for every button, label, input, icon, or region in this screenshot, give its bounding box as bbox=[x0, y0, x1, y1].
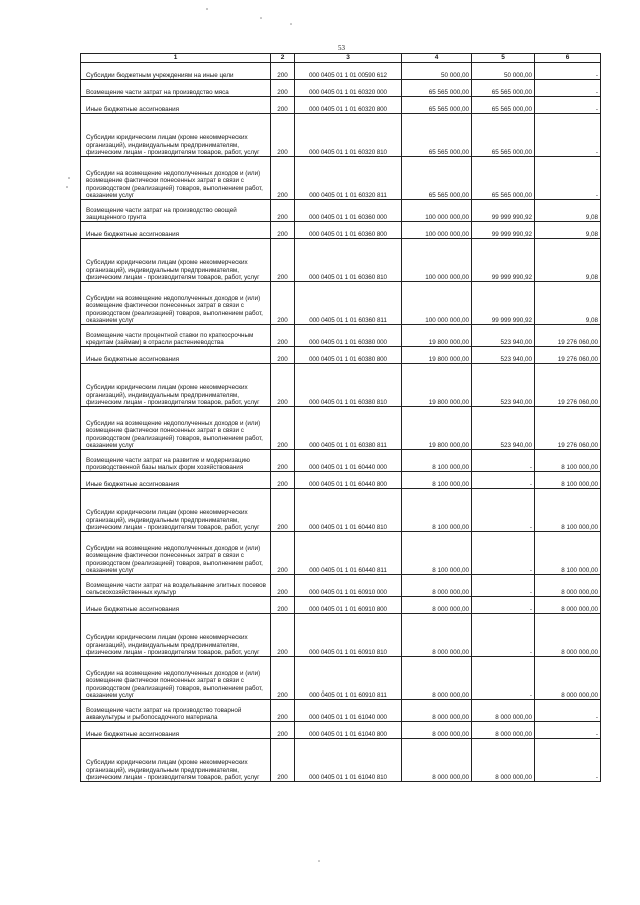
row-approved-cell: 65 565 000,00 bbox=[402, 157, 472, 200]
table-row bbox=[81, 407, 601, 450]
row-approved-cell: 19 800 000,00 bbox=[402, 364, 472, 407]
table-row bbox=[81, 200, 601, 222]
row-name-cell bbox=[81, 239, 271, 282]
row-name-text: Субсидии юридическим лицам (кроме некоммерческих организаций), индивидуальным предпринимателям, физическим лицам - производителям товаров, работ, услуг bbox=[86, 509, 260, 531]
row-budget-code-cell: 000 0405 01 1 01 60380 800 bbox=[295, 347, 402, 364]
row-unexecuted-cell: 8 100 000,00 bbox=[535, 472, 601, 489]
row-name-cell bbox=[81, 597, 271, 614]
row-approved-cell: 8 100 000,00 bbox=[402, 450, 472, 472]
row-executed-cell: - bbox=[472, 597, 535, 614]
row-unexecuted-cell: 8 000 000,00 bbox=[535, 657, 601, 700]
scan-speck bbox=[206, 8, 208, 10]
row-name-cell bbox=[81, 614, 271, 657]
column-header-budget-code: 3 bbox=[295, 54, 402, 63]
row-unexecuted-cell: 9,08 bbox=[535, 282, 601, 325]
row-name-text: Иные бюджетные ассигнования bbox=[86, 730, 180, 738]
row-budget-code-cell: 000 0405 01 1 01 60910 811 bbox=[295, 657, 402, 700]
row-line-code-cell: 200 bbox=[271, 597, 295, 614]
table-row bbox=[81, 450, 601, 472]
row-approved-cell: 8 000 000,00 bbox=[402, 657, 472, 700]
table-row bbox=[81, 80, 601, 97]
row-budget-code-cell: 000 0405 01 1 01 60910 000 bbox=[295, 575, 402, 597]
row-name-text: Субсидии юридическим лицам (кроме некоммерческих организаций), индивидуальным предпринимателям, физическим лицам - производителям товаров, работ, услуг bbox=[86, 384, 260, 406]
row-name-text: Иные бюджетные ассигнования bbox=[86, 105, 180, 113]
row-line-code-cell: 200 bbox=[271, 614, 295, 657]
budget-report-table bbox=[80, 53, 601, 782]
row-approved-cell: 8 000 000,00 bbox=[402, 700, 472, 722]
row-approved-cell: 8 100 000,00 bbox=[402, 472, 472, 489]
row-executed-cell: 65 565 000,00 bbox=[472, 80, 535, 97]
row-approved-cell: 8 000 000,00 bbox=[402, 739, 472, 782]
row-unexecuted-cell: 8 100 000,00 bbox=[535, 489, 601, 532]
row-approved-cell: 19 800 000,00 bbox=[402, 347, 472, 364]
row-name-text: Субсидии юридическим лицам (кроме некоммерческих организаций), индивидуальным предпринимателям, физическим лицам - производителям товаров, работ, услуг bbox=[86, 134, 260, 156]
row-budget-code-cell: 000 0405 01 1 01 60380 811 bbox=[295, 407, 402, 450]
row-approved-cell: 8 100 000,00 bbox=[402, 532, 472, 575]
row-executed-cell: 523 940,00 bbox=[472, 347, 535, 364]
row-unexecuted-cell: - bbox=[535, 97, 601, 114]
row-unexecuted-cell: 8 000 000,00 bbox=[535, 614, 601, 657]
row-unexecuted-cell: - bbox=[535, 114, 601, 157]
row-approved-cell: 100 000 000,00 bbox=[402, 282, 472, 325]
row-executed-cell: 65 565 000,00 bbox=[472, 97, 535, 114]
column-header-approved: 4 bbox=[402, 54, 472, 63]
row-name-text: Субсидии юридическим лицам (кроме некоммерческих организаций), индивидуальным предпринимателям, физическим лицам - производителям товаров, работ, услуг bbox=[86, 759, 260, 781]
row-line-code-cell: 200 bbox=[271, 450, 295, 472]
table-row bbox=[81, 575, 601, 597]
row-name-cell bbox=[81, 739, 271, 782]
row-unexecuted-cell: 19 276 060,00 bbox=[535, 325, 601, 347]
row-name-text: Возмещение части затрат на производство мяса bbox=[86, 88, 229, 96]
row-budget-code-cell: 000 0405 01 1 01 60380 810 bbox=[295, 364, 402, 407]
row-unexecuted-cell: 19 276 060,00 bbox=[535, 364, 601, 407]
row-name-text: Субсидии юридическим лицам (кроме некоммерческих организаций), индивидуальным предпринимателям, физическим лицам - производителям товаров, работ, услуг bbox=[86, 259, 260, 281]
row-line-code-cell: 200 bbox=[271, 657, 295, 700]
scan-speck bbox=[68, 177, 70, 179]
row-name-cell bbox=[81, 347, 271, 364]
row-name-text: Иные бюджетные ассигнования bbox=[86, 480, 180, 488]
page-number: 53 bbox=[338, 44, 345, 52]
row-budget-code-cell: 000 0405 01 1 01 61040 810 bbox=[295, 739, 402, 782]
row-name-cell bbox=[81, 80, 271, 97]
row-budget-code-cell: 000 0405 01 1 01 61040 000 bbox=[295, 700, 402, 722]
row-executed-cell: 65 565 000,00 bbox=[472, 114, 535, 157]
row-unexecuted-cell: - bbox=[535, 63, 601, 80]
row-approved-cell: 8 000 000,00 bbox=[402, 575, 472, 597]
row-unexecuted-cell: - bbox=[535, 700, 601, 722]
row-name-cell bbox=[81, 200, 271, 222]
row-executed-cell: 8 000 000,00 bbox=[472, 722, 535, 739]
row-line-code-cell: 200 bbox=[271, 489, 295, 532]
row-line-code-cell: 200 bbox=[271, 157, 295, 200]
row-name-cell bbox=[81, 97, 271, 114]
row-approved-cell: 100 000 000,00 bbox=[402, 200, 472, 222]
row-name-text: Субсидии на возмещение недополученных доходов и (или) возмещение фактически понесенных затрат в связи с производством (реализацией) товаров, выполнением работ, оказанием услуг bbox=[86, 420, 263, 449]
row-name-cell bbox=[81, 575, 271, 597]
row-budget-code-cell: 000 0405 01 1 01 60440 810 bbox=[295, 489, 402, 532]
table-row bbox=[81, 97, 601, 114]
row-unexecuted-cell: - bbox=[535, 80, 601, 97]
table-row bbox=[81, 325, 601, 347]
row-line-code-cell: 200 bbox=[271, 700, 295, 722]
row-name-text: Иные бюджетные ассигнования bbox=[86, 605, 180, 613]
row-line-code-cell: 200 bbox=[271, 97, 295, 114]
row-line-code-cell: 200 bbox=[271, 722, 295, 739]
row-name-cell bbox=[81, 114, 271, 157]
row-name-text: Возмещение части затрат на производство овощей защищенного грунта bbox=[86, 206, 237, 221]
row-name-cell bbox=[81, 282, 271, 325]
row-name-text: Иные бюджетные ассигнования bbox=[86, 355, 180, 363]
row-executed-cell: 523 940,00 bbox=[472, 325, 535, 347]
row-line-code-cell: 200 bbox=[271, 364, 295, 407]
row-name-cell bbox=[81, 700, 271, 722]
row-line-code-cell: 200 bbox=[271, 325, 295, 347]
row-approved-cell: 100 000 000,00 bbox=[402, 239, 472, 282]
row-name-cell bbox=[81, 657, 271, 700]
row-approved-cell: 50 000,00 bbox=[402, 63, 472, 80]
row-name-text: Субсидии на возмещение недополученных доходов и (или) возмещение фактически понесенных затрат в связи с производством (реализацией) товаров, выполнением работ, оказанием услуг bbox=[86, 545, 263, 574]
row-budget-code-cell: 000 0405 01 1 01 60910 810 bbox=[295, 614, 402, 657]
row-unexecuted-cell: 9,08 bbox=[535, 239, 601, 282]
row-unexecuted-cell: - bbox=[535, 722, 601, 739]
scan-speck bbox=[290, 23, 292, 25]
row-unexecuted-cell: 9,08 bbox=[535, 222, 601, 239]
row-name-cell bbox=[81, 157, 271, 200]
scan-speck bbox=[66, 186, 68, 188]
row-line-code-cell: 200 bbox=[271, 222, 295, 239]
row-budget-code-cell: 000 0405 01 1 01 60360 000 bbox=[295, 200, 402, 222]
row-unexecuted-cell: 8 000 000,00 bbox=[535, 575, 601, 597]
row-line-code-cell: 200 bbox=[271, 239, 295, 282]
row-name-text: Субсидии на возмещение недополученных доходов и (или) возмещение фактически понесенных затрат в связи с производством (реализацией) товаров, выполнением работ, оказанием услуг bbox=[86, 170, 263, 199]
table-body bbox=[81, 63, 601, 782]
row-name-text: Возмещение части затрат на производство товарной аквакультуры и рыбопосадочного материала bbox=[86, 706, 242, 721]
row-name-cell bbox=[81, 450, 271, 472]
row-line-code-cell: 200 bbox=[271, 80, 295, 97]
table-row bbox=[81, 364, 601, 407]
table-row bbox=[81, 222, 601, 239]
row-unexecuted-cell: - bbox=[535, 157, 601, 200]
row-executed-cell: 523 940,00 bbox=[472, 364, 535, 407]
row-budget-code-cell: 000 0405 01 1 01 60440 800 bbox=[295, 472, 402, 489]
row-executed-cell: - bbox=[472, 532, 535, 575]
row-approved-cell: 8 000 000,00 bbox=[402, 614, 472, 657]
row-line-code-cell: 200 bbox=[271, 739, 295, 782]
row-budget-code-cell: 000 0405 01 1 01 60360 810 bbox=[295, 239, 402, 282]
row-budget-code-cell: 000 0405 01 1 01 60380 000 bbox=[295, 325, 402, 347]
row-executed-cell: - bbox=[472, 575, 535, 597]
table-row bbox=[81, 472, 601, 489]
row-name-text: Субсидии на возмещение недополученных доходов и (или) возмещение фактически понесенных затрат в связи с производством (реализацией) товаров, выполнением работ, оказанием услуг bbox=[86, 670, 263, 699]
table-row bbox=[81, 657, 601, 700]
row-executed-cell: 8 000 000,00 bbox=[472, 700, 535, 722]
row-name-cell bbox=[81, 63, 271, 80]
table-row bbox=[81, 157, 601, 200]
row-line-code-cell: 200 bbox=[271, 114, 295, 157]
row-line-code-cell: 200 bbox=[271, 282, 295, 325]
row-unexecuted-cell: 8 100 000,00 bbox=[535, 450, 601, 472]
row-executed-cell: 523 940,00 bbox=[472, 407, 535, 450]
row-name-text: Иные бюджетные ассигнования bbox=[86, 230, 180, 238]
row-name-cell bbox=[81, 722, 271, 739]
row-name-text: Субсидии на возмещение недополученных доходов и (или) возмещение фактически понесенных затрат в связи с производством (реализацией) товаров, выполнением работ, оказанием услуг bbox=[86, 295, 263, 324]
table-row bbox=[81, 114, 601, 157]
row-executed-cell: - bbox=[472, 489, 535, 532]
row-executed-cell: 8 000 000,00 bbox=[472, 739, 535, 782]
row-approved-cell: 100 000 000,00 bbox=[402, 222, 472, 239]
row-budget-code-cell: 000 0405 01 1 01 60440 811 bbox=[295, 532, 402, 575]
row-line-code-cell: 200 bbox=[271, 575, 295, 597]
row-executed-cell: 99 999 990,92 bbox=[472, 239, 535, 282]
table-row bbox=[81, 722, 601, 739]
row-budget-code-cell: 000 0405 01 1 01 00590 612 bbox=[295, 63, 402, 80]
table-row bbox=[81, 239, 601, 282]
row-budget-code-cell: 000 0405 01 1 01 60360 800 bbox=[295, 222, 402, 239]
row-budget-code-cell: 000 0405 01 1 01 60320 811 bbox=[295, 157, 402, 200]
table-row bbox=[81, 63, 601, 80]
scan-speck bbox=[260, 17, 262, 19]
row-name-cell bbox=[81, 325, 271, 347]
table-row bbox=[81, 739, 601, 782]
row-line-code-cell: 200 bbox=[271, 200, 295, 222]
row-budget-code-cell: 000 0405 01 1 01 60320 000 bbox=[295, 80, 402, 97]
row-approved-cell: 65 565 000,00 bbox=[402, 80, 472, 97]
row-budget-code-cell: 000 0405 01 1 01 60360 811 bbox=[295, 282, 402, 325]
row-budget-code-cell: 000 0405 01 1 01 60440 000 bbox=[295, 450, 402, 472]
row-unexecuted-cell: 9,08 bbox=[535, 200, 601, 222]
table-row bbox=[81, 347, 601, 364]
row-unexecuted-cell: - bbox=[535, 739, 601, 782]
row-approved-cell: 19 800 000,00 bbox=[402, 407, 472, 450]
row-line-code-cell: 200 bbox=[271, 407, 295, 450]
row-line-code-cell: 200 bbox=[271, 472, 295, 489]
row-name-text: Возмещение части затрат на возделывание элитных посевов сельскохозяйственных культур bbox=[86, 581, 267, 596]
row-name-text: Субсидии юридическим лицам (кроме некоммерческих организаций), индивидуальным предпринимателям, физическим лицам - производителям товаров, работ, услуг bbox=[86, 634, 260, 656]
row-line-code-cell: 200 bbox=[271, 347, 295, 364]
table-row bbox=[81, 282, 601, 325]
table-row bbox=[81, 614, 601, 657]
scan-speck bbox=[322, 690, 324, 692]
row-unexecuted-cell: 8 000 000,00 bbox=[535, 597, 601, 614]
row-budget-code-cell: 000 0405 01 1 01 61040 800 bbox=[295, 722, 402, 739]
row-executed-cell: - bbox=[472, 472, 535, 489]
row-executed-cell: - bbox=[472, 614, 535, 657]
row-executed-cell: - bbox=[472, 657, 535, 700]
row-name-cell bbox=[81, 222, 271, 239]
row-approved-cell: 65 565 000,00 bbox=[402, 97, 472, 114]
row-name-text: Возмещение части затрат на развитие и модернизацию производственной базы малых форм хозяйствования bbox=[86, 456, 250, 471]
row-executed-cell: 65 565 000,00 bbox=[472, 157, 535, 200]
table-row bbox=[81, 597, 601, 614]
table-row bbox=[81, 489, 601, 532]
row-name-cell bbox=[81, 532, 271, 575]
row-budget-code-cell: 000 0405 01 1 01 60320 800 bbox=[295, 97, 402, 114]
row-name-cell bbox=[81, 489, 271, 532]
column-header-executed: 5 bbox=[472, 54, 535, 63]
row-approved-cell: 8 100 000,00 bbox=[402, 489, 472, 532]
row-approved-cell: 8 000 000,00 bbox=[402, 597, 472, 614]
column-header-unexecuted: 6 bbox=[535, 54, 601, 63]
row-executed-cell: - bbox=[472, 450, 535, 472]
row-line-code-cell: 200 bbox=[271, 63, 295, 80]
scan-speck bbox=[318, 860, 320, 862]
row-name-text: Субсидии бюджетным учреждениям на иные цели bbox=[86, 71, 234, 79]
row-line-code-cell: 200 bbox=[271, 532, 295, 575]
column-header-name: 1 bbox=[81, 54, 271, 63]
row-name-cell bbox=[81, 472, 271, 489]
row-approved-cell: 19 800 000,00 bbox=[402, 325, 472, 347]
table-row bbox=[81, 700, 601, 722]
row-approved-cell: 65 565 000,00 bbox=[402, 114, 472, 157]
row-executed-cell: 99 999 990,92 bbox=[472, 200, 535, 222]
row-budget-code-cell: 000 0405 01 1 01 60910 800 bbox=[295, 597, 402, 614]
column-number-header-row bbox=[81, 54, 601, 63]
row-name-text: Возмещение части процентной ставки по краткосрочным кредитам (займам) в отрасли растениеводства bbox=[86, 331, 254, 346]
row-budget-code-cell: 000 0405 01 1 01 60320 810 bbox=[295, 114, 402, 157]
row-name-cell bbox=[81, 407, 271, 450]
row-unexecuted-cell: 19 276 060,00 bbox=[535, 407, 601, 450]
row-executed-cell: 50 000,00 bbox=[472, 63, 535, 80]
row-approved-cell: 8 000 000,00 bbox=[402, 722, 472, 739]
row-unexecuted-cell: 8 100 000,00 bbox=[535, 532, 601, 575]
column-header-line-code: 2 bbox=[271, 54, 295, 63]
row-unexecuted-cell: 19 276 060,00 bbox=[535, 347, 601, 364]
row-name-cell bbox=[81, 364, 271, 407]
row-executed-cell: 99 999 990,92 bbox=[472, 282, 535, 325]
row-executed-cell: 99 999 990,92 bbox=[472, 222, 535, 239]
table-row bbox=[81, 532, 601, 575]
